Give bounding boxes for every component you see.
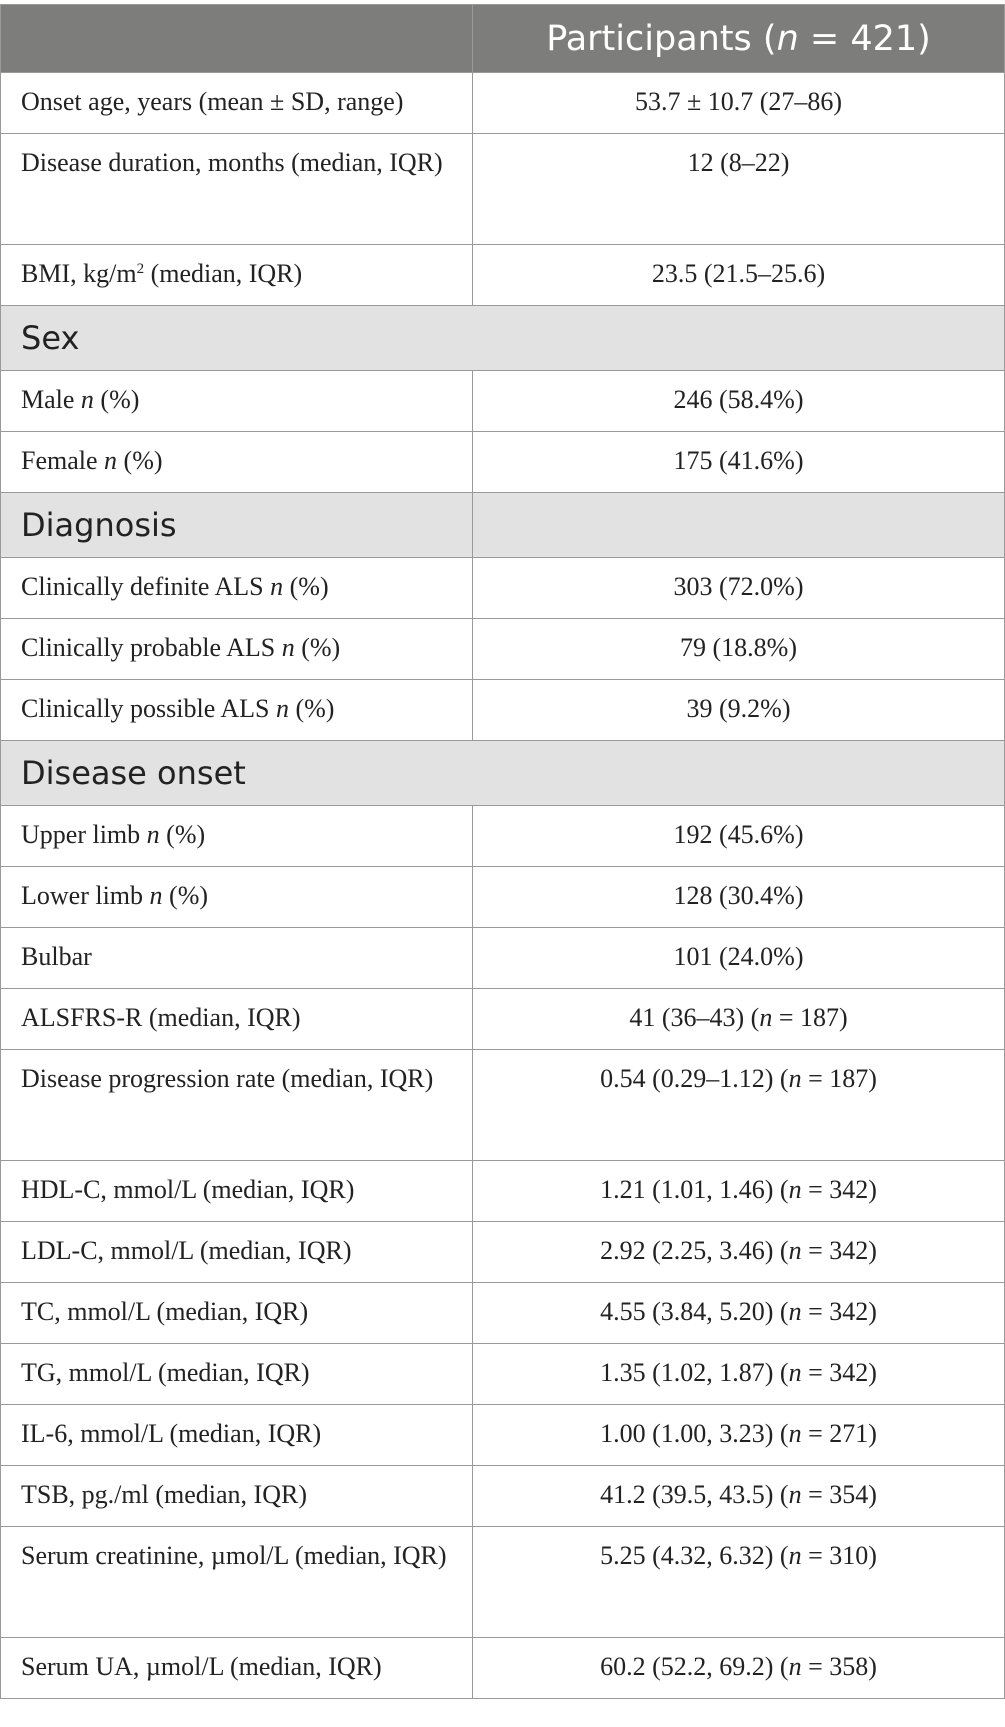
- row-value: 175 (41.6%): [473, 432, 1005, 493]
- row-label-pct: (%): [294, 633, 341, 662]
- row-label-pct: (%): [283, 572, 329, 601]
- row-label-pct: (%): [159, 820, 206, 849]
- value-pre: 60.2 (52.2, 69.2) (: [600, 1652, 789, 1681]
- row-value: 192 (45.6%): [473, 806, 1005, 867]
- row-value: 23.5 (21.5–25.6): [473, 245, 1005, 306]
- row-label: [1, 558, 473, 619]
- header-participants-cell: [473, 5, 1005, 73]
- row-label-n: n: [149, 881, 163, 910]
- table-row: [1, 73, 1005, 134]
- header-prefix: Participants (: [546, 18, 777, 59]
- section-row-sex: [1, 306, 1005, 371]
- value-n: n: [788, 1297, 802, 1326]
- characteristics-table-container: [0, 4, 1005, 1699]
- value-pre: 2.92 (2.25, 3.46) (: [600, 1236, 789, 1265]
- row-value: [473, 1161, 1005, 1222]
- header-suffix: = 421): [798, 18, 931, 59]
- value-pre: 41 (36–43) (: [629, 1003, 760, 1032]
- row-label: TC, mmol/L (median, IQR): [1, 1283, 473, 1344]
- row-value: 12 (8–22): [473, 134, 1005, 245]
- table-row: [1, 1527, 1005, 1638]
- value-n: n: [788, 1064, 802, 1093]
- row-label: Serum creatinine, µmol/L (median, IQR): [1, 1527, 473, 1638]
- row-value: [473, 989, 1005, 1050]
- value-pre: 1.35 (1.02, 1.87) (: [600, 1358, 789, 1387]
- value-post: = 342): [801, 1358, 877, 1387]
- row-label: IL-6, mmol/L (median, IQR): [1, 1405, 473, 1466]
- row-label-n: n: [270, 572, 284, 601]
- section-label: Sex: [1, 306, 1005, 371]
- row-label: Disease progression rate (median, IQR): [1, 1050, 473, 1161]
- row-value: [473, 1283, 1005, 1344]
- row-label-text: Male: [21, 385, 81, 414]
- value-n: n: [788, 1236, 802, 1265]
- value-n: n: [759, 1003, 773, 1032]
- value-n: n: [788, 1652, 802, 1681]
- value-post: = 354): [801, 1480, 877, 1509]
- row-label-text: Lower limb: [21, 881, 150, 910]
- value-post: = 187): [801, 1064, 877, 1093]
- table-row: [1, 371, 1005, 432]
- row-label-text: Clinically possible ALS: [21, 694, 276, 723]
- row-value: [473, 1638, 1005, 1699]
- bmi-label-pre: BMI, kg/m: [21, 259, 137, 288]
- row-label: Serum UA, µmol/L (median, IQR): [1, 1638, 473, 1699]
- table-row: [1, 1466, 1005, 1527]
- table-row: [1, 432, 1005, 493]
- row-label-n: n: [104, 446, 118, 475]
- value-post: = 342): [801, 1175, 877, 1204]
- value-post: = 271): [801, 1419, 877, 1448]
- value-pre: 0.54 (0.29–1.12) (: [600, 1064, 789, 1093]
- row-value: 246 (58.4%): [473, 371, 1005, 432]
- row-value: [473, 1222, 1005, 1283]
- row-label: [1, 245, 473, 306]
- row-value: [473, 1527, 1005, 1638]
- table-header-row: [1, 5, 1005, 73]
- row-value: 303 (72.0%): [473, 558, 1005, 619]
- row-label-pct: (%): [93, 385, 140, 414]
- table-row: [1, 1638, 1005, 1699]
- value-n: n: [788, 1541, 802, 1570]
- row-label-pct: (%): [288, 694, 335, 723]
- row-label-text: Clinically definite ALS: [21, 572, 271, 601]
- table-row: [1, 1344, 1005, 1405]
- table-row: [1, 245, 1005, 306]
- table-row: [1, 1050, 1005, 1161]
- row-label: ALSFRS-R (median, IQR): [1, 989, 473, 1050]
- value-n: n: [788, 1358, 802, 1387]
- row-label-n: n: [281, 633, 295, 662]
- row-value: 101 (24.0%): [473, 928, 1005, 989]
- value-post: = 358): [801, 1652, 877, 1681]
- row-label: [1, 432, 473, 493]
- section-label: Diagnosis: [1, 493, 473, 558]
- bmi-label-sup: 2: [136, 261, 145, 277]
- value-pre: 4.55 (3.84, 5.20) (: [600, 1297, 789, 1326]
- row-label: [1, 806, 473, 867]
- value-n: n: [788, 1480, 802, 1509]
- row-label: Onset age, years (mean ± SD, range): [1, 73, 473, 134]
- section-row-disease-onset: [1, 741, 1005, 806]
- row-label: LDL-C, mmol/L (median, IQR): [1, 1222, 473, 1283]
- table-row: [1, 1283, 1005, 1344]
- table-row: [1, 1405, 1005, 1466]
- row-value: [473, 1344, 1005, 1405]
- value-pre: 1.21 (1.01, 1.46) (: [600, 1175, 789, 1204]
- value-pre: 41.2 (39.5, 43.5) (: [600, 1480, 789, 1509]
- row-label: TSB, pg./ml (median, IQR): [1, 1466, 473, 1527]
- value-post: = 187): [772, 1003, 848, 1032]
- row-label: Bulbar: [1, 928, 473, 989]
- header-n: n: [776, 18, 799, 59]
- bmi-label-post: (median, IQR): [144, 259, 303, 288]
- row-label-pct: (%): [162, 881, 209, 910]
- section-blank-cell: [473, 493, 1005, 558]
- row-label-text: Upper limb: [21, 820, 147, 849]
- row-label-pct: (%): [117, 446, 163, 475]
- row-label: [1, 371, 473, 432]
- row-label: [1, 619, 473, 680]
- row-label: [1, 867, 473, 928]
- section-label: Disease onset: [1, 741, 1005, 806]
- header-label-cell: [1, 5, 473, 73]
- row-value: 53.7 ± 10.7 (27–86): [473, 73, 1005, 134]
- table-row: [1, 134, 1005, 245]
- row-label: HDL-C, mmol/L (median, IQR): [1, 1161, 473, 1222]
- row-value: [473, 1405, 1005, 1466]
- row-label: Disease duration, months (median, IQR): [1, 134, 473, 245]
- table-row: [1, 867, 1005, 928]
- row-label-text: Clinically probable ALS: [21, 633, 282, 662]
- row-value: 128 (30.4%): [473, 867, 1005, 928]
- value-n: n: [788, 1419, 802, 1448]
- row-label-text: Female: [21, 446, 105, 475]
- characteristics-table: [0, 4, 1005, 1699]
- table-row: [1, 619, 1005, 680]
- row-label-n: n: [146, 820, 160, 849]
- table-row: [1, 989, 1005, 1050]
- value-post: = 342): [801, 1297, 877, 1326]
- value-post: = 310): [801, 1541, 877, 1570]
- value-pre: 1.00 (1.00, 3.23) (: [600, 1419, 789, 1448]
- value-post: = 342): [801, 1236, 877, 1265]
- section-row-diagnosis: [1, 493, 1005, 558]
- table-row: [1, 1161, 1005, 1222]
- row-value: 39 (9.2%): [473, 680, 1005, 741]
- row-label: [1, 680, 473, 741]
- value-pre: 5.25 (4.32, 6.32) (: [600, 1541, 789, 1570]
- row-label: TG, mmol/L (median, IQR): [1, 1344, 473, 1405]
- table-row: [1, 928, 1005, 989]
- value-n: n: [788, 1175, 802, 1204]
- row-label-n: n: [80, 385, 94, 414]
- table-row: [1, 558, 1005, 619]
- row-value: 79 (18.8%): [473, 619, 1005, 680]
- row-label-n: n: [275, 694, 289, 723]
- table-row: [1, 680, 1005, 741]
- row-value: [473, 1050, 1005, 1161]
- row-value: [473, 1466, 1005, 1527]
- table-row: [1, 1222, 1005, 1283]
- table-row: [1, 806, 1005, 867]
